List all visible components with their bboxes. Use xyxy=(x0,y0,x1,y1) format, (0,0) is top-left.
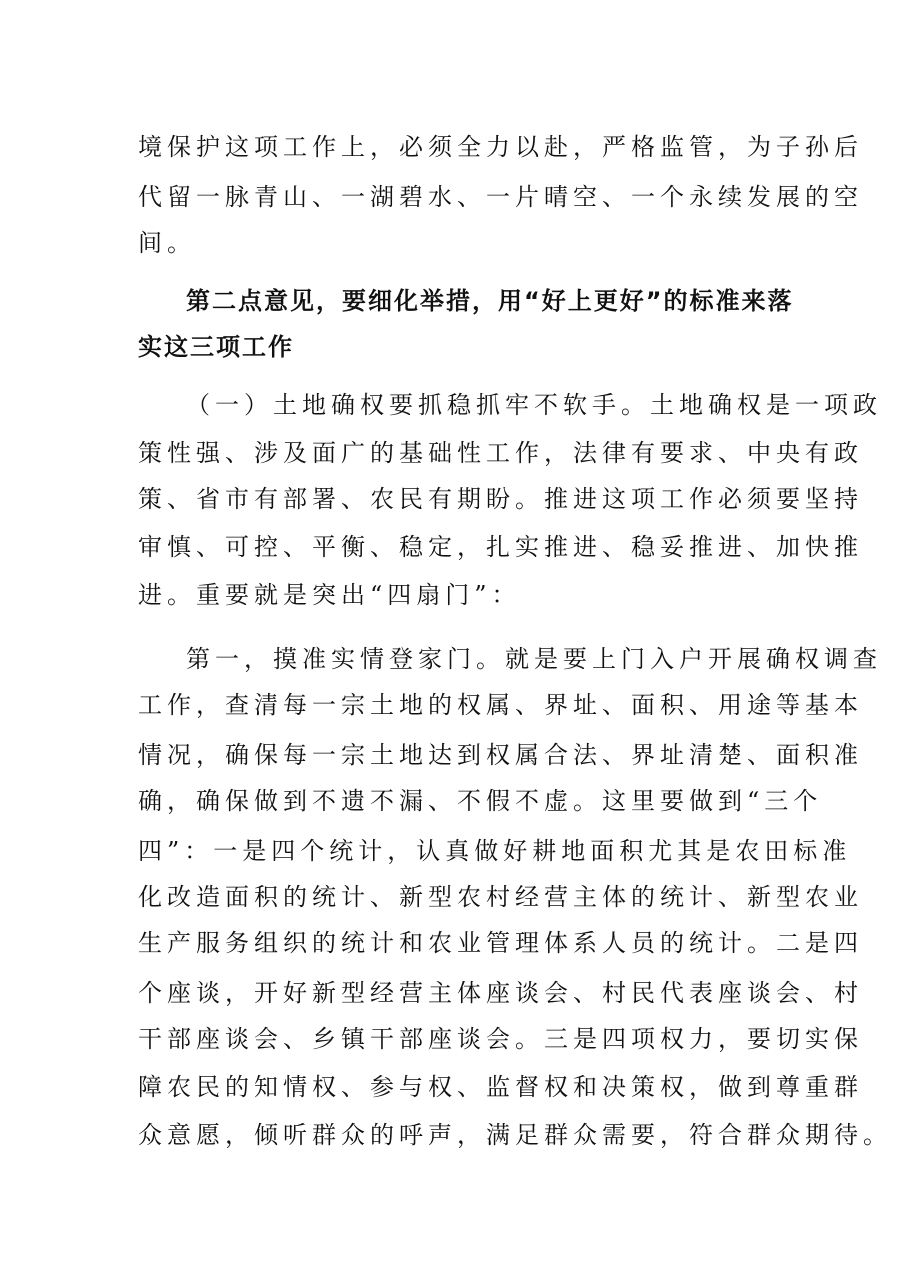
text-line: 情况，确保每一宗土地达到权属合法、界址清楚、面积准 xyxy=(138,741,863,769)
text-line: 代留一脉青山、一湖碧水、一片晴空、一个永续发展的空 xyxy=(138,183,863,211)
text-line: 间。 xyxy=(138,229,196,257)
text-line: 工作，查清每一宗土地的权属、界址、面积、用途等基本 xyxy=(138,691,863,719)
text-line: （一）土地确权要抓稳抓牢不软手。土地确权是一项政 xyxy=(186,391,882,419)
text-line: 生产服务组织的统计和农业管理体系人员的统计。二是四 xyxy=(138,929,863,957)
text-line: 四”：一是四个统计，认真做好耕地面积尤其是农田标准 xyxy=(138,837,852,865)
text-line: 干部座谈会、乡镇干部座谈会。三是四项权力，要切实保 xyxy=(138,1025,863,1053)
text-line: 境保护这项工作上，必须全力以赴，严格监管，为子孙后 xyxy=(138,133,863,161)
text-line: 确，确保做到不遗不漏、不假不虚。这里要做到“三个 xyxy=(138,787,823,815)
text-line: 障农民的知情权、参与权、监督权和决策权，做到尊重群 xyxy=(138,1073,863,1101)
text-line: 进。重要就是突出“四扇门”： xyxy=(138,581,521,609)
text-line: 审慎、可控、平衡、稳定，扎实推进、稳妥推进、加快推 xyxy=(138,533,863,561)
text-line: 第一，摸准实情登家门。就是要上门入户开展确权调查 xyxy=(186,645,882,673)
text-line: 策、省市有部署、农民有期盼。推进这项工作必须要坚持 xyxy=(138,485,863,513)
text-line: 个座谈，开好新型经营主体座谈会、村民代表座谈会、村 xyxy=(138,979,863,1007)
text-line: 众意愿，倾听群众的呼声，满足群众需要，符合群众期待。 xyxy=(138,1121,892,1149)
section-heading: 第二点意见，要细化举措，用“好上更好”的标准来落 xyxy=(186,287,794,315)
section-heading-continuation: 实这三项工作 xyxy=(138,333,294,361)
text-line: 化改造面积的统计、新型农村经营主体的统计、新型农业 xyxy=(138,883,863,911)
text-line: 策性强、涉及面广的基础性工作，法律有要求、中央有政 xyxy=(138,439,863,467)
